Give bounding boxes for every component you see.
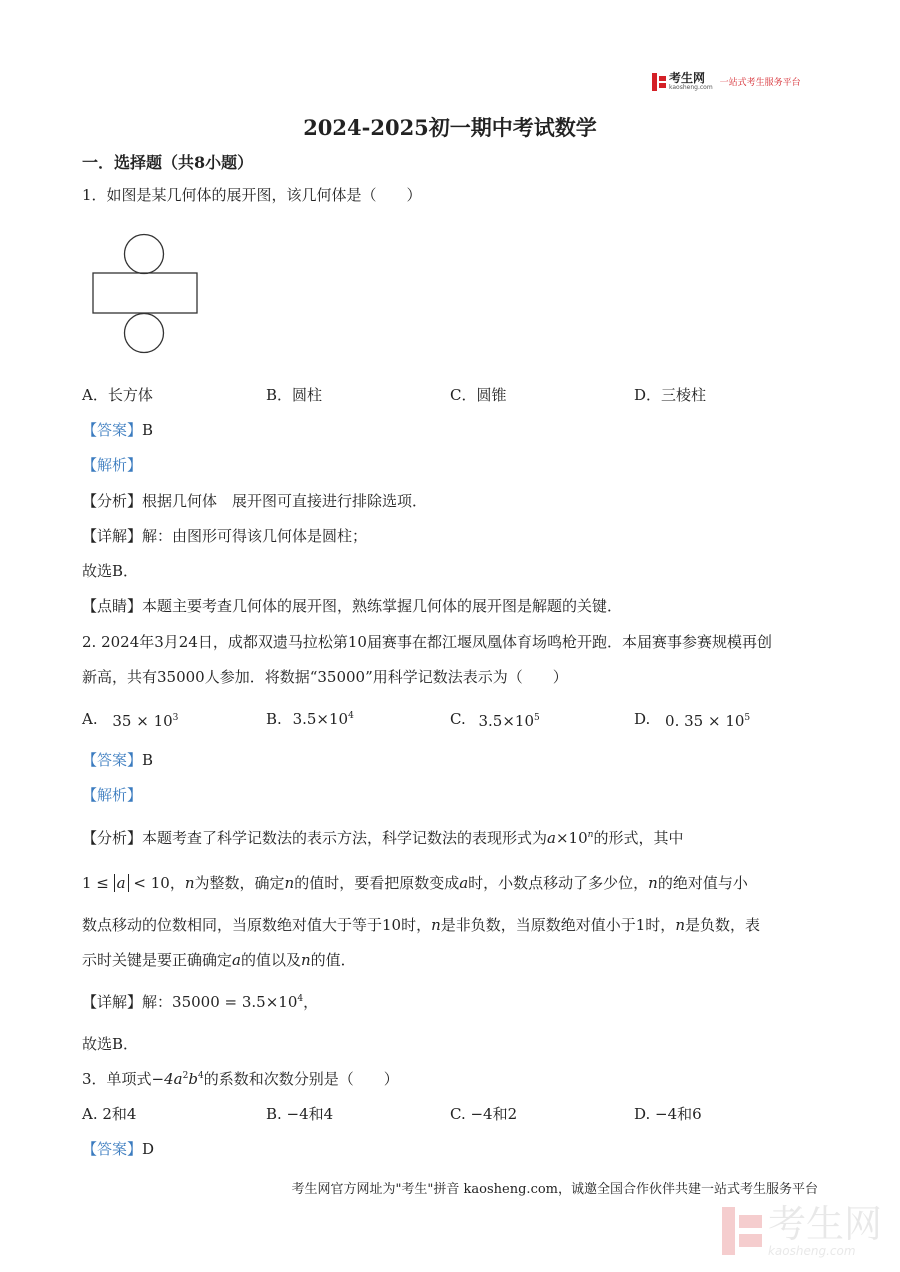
q3-stem (82, 1069, 399, 1089)
q1-stem: 1．如图是某几何体的展开图，该几何体是（ ） (82, 186, 422, 204)
xiangjie-formula (172, 993, 303, 1011)
formula-base: 3.5×10 (478, 712, 535, 730)
q1-fenxi (82, 491, 427, 511)
var-n: n (284, 874, 295, 892)
text: ， (169, 874, 185, 892)
watermark-name: 考生网 (767, 1202, 882, 1246)
var-n: n (675, 916, 685, 934)
watermark (722, 1204, 882, 1258)
page-title: 2024-2025初一期中考试数学 (303, 115, 597, 140)
q2-stem-line1: 2. 2024年3月24日，成都双遗马拉松第10届赛事在都江堰凤凰体育场鸣枪开跑．本届赛事参赛规模再创 (82, 633, 772, 651)
xiangjie-tag: 【详解】 (82, 527, 143, 545)
net-rectangle (93, 273, 197, 313)
text: 3．单项式 (82, 1070, 152, 1088)
q2-option-b (266, 709, 354, 729)
kaosheng-watermark-icon (722, 1207, 762, 1255)
var-n: n (648, 874, 658, 892)
q2-option-a (82, 709, 178, 729)
q2-xiangjie (82, 992, 318, 1012)
answer-tag: 【答案】 (82, 751, 143, 769)
option-formula (665, 712, 750, 730)
q2-fenxi-line1 (82, 828, 683, 848)
fenxi-text-end: 的形式，其中 (593, 829, 684, 847)
text: 时，小数点移动了多少位， (468, 874, 649, 892)
option-label: D. (634, 710, 651, 728)
q2-guxuan: 故选B． (82, 1035, 139, 1053)
formula-exp: 4 (297, 994, 304, 1004)
formula-exp: 4 (348, 711, 354, 721)
option-formula (293, 710, 354, 728)
formula-base: −4a (151, 1070, 183, 1088)
text: 的系数和次数分别是（ ） (203, 1070, 399, 1088)
formula-exp: 2 (182, 1071, 189, 1081)
var-n: n (587, 830, 594, 840)
net-bottom-circle (125, 314, 164, 353)
q2-analysis-tag: 【解析】 (82, 786, 143, 804)
answer-value: D (142, 1140, 155, 1158)
q3-option-a: A. 2和4 (82, 1105, 137, 1123)
section-heading: 一．选择题（共8小题） (82, 153, 254, 172)
option-formula (479, 712, 540, 730)
var-a: a (232, 951, 241, 969)
xiangjie-text: 解： (142, 993, 173, 1011)
header-logo (652, 72, 801, 91)
answer-value: B (142, 421, 154, 439)
text: 的值以及 (240, 951, 301, 969)
formula-base: 35 × 10 (112, 712, 173, 730)
formula-exp: 4 (197, 1071, 204, 1081)
q3-option-b: B. −4和4 (266, 1105, 334, 1123)
var-a: a (547, 829, 556, 847)
q1-option-b: B．圆柱 (266, 386, 323, 404)
q1-option-c: C．圆锥 (450, 386, 507, 404)
xiangjie-text: 解：由图形可得该几何体是圆柱； (142, 527, 368, 545)
logo-slogan: 一站式考生服务平台 (719, 78, 801, 88)
page-footer: 考生网官方网址为"考生"拼音 kaosheng.com，诚邀全国合作伙伴共建一站式考生服务平台 (291, 1182, 818, 1197)
var-a: a (116, 874, 126, 892)
q2-option-c (450, 709, 540, 729)
var-n: n (300, 951, 311, 969)
logo-text (669, 72, 713, 91)
q1-option-d: D．三棱柱 (634, 386, 707, 404)
q1-guxuan: 故选B． (82, 562, 139, 580)
option-label: A. (82, 710, 98, 728)
q2-fenxi-line2 (82, 873, 748, 893)
text: 的值时，要看把原数变成 (294, 874, 460, 892)
answer-tag: 【答案】 (82, 1140, 143, 1158)
text: 是非负数，当原数绝对值小于1时， (440, 916, 676, 934)
formula-exp: 5 (534, 713, 540, 723)
q3-option-c: C. −4和2 (450, 1105, 518, 1123)
text: 的值． (310, 951, 356, 969)
logo-domain: kaosheng.com (669, 84, 713, 91)
logo-name: 考生网 (669, 71, 706, 85)
var-n: n (184, 874, 195, 892)
monomial-formula (152, 1070, 204, 1088)
var-n: n (431, 916, 441, 934)
text: 数点移动的位数相同，当原数绝对值大于等于10时， (82, 916, 432, 934)
kaosheng-logo-icon (652, 73, 666, 91)
net-top-circle (125, 235, 164, 274)
text: ， (303, 993, 319, 1011)
var-a: a (459, 874, 469, 892)
q2-fenxi-line3 (82, 915, 760, 935)
watermark-text (768, 1204, 882, 1258)
q1-net-figure (88, 228, 204, 360)
formula-exp: 5 (744, 713, 751, 723)
fenxi-tag: 【分析】 (82, 829, 143, 847)
option-label: B. (266, 710, 282, 728)
text: 为整数，确定 (194, 874, 285, 892)
formula-exp: 3 (172, 713, 179, 723)
q1-analysis-tag: 【解析】 (82, 456, 143, 474)
dianjing-tag: 【点睛】 (82, 597, 143, 615)
ineq-right: < 10 (128, 874, 170, 892)
dianjing-text: 本题主要考查几何体的展开图，熟练掌握几何体的展开图是解题的关键． (142, 597, 623, 615)
answer-tag: 【答案】 (82, 421, 143, 439)
option-formula (112, 712, 178, 730)
fenxi-text: 本题考查了科学记数法的表示方法，科学记数法的表现形式为 (142, 829, 548, 847)
q1-dianjing (82, 596, 622, 616)
formula-mid: ×10 (555, 829, 588, 847)
q2-fenxi-line4 (82, 950, 356, 970)
q1-answer (82, 420, 153, 440)
var-b: b (188, 1070, 198, 1088)
formula-base: 35000 = 3.5×10 (172, 993, 298, 1011)
fenxi-text: 根据几何体 展开图可直接进行排除选项． (142, 492, 428, 510)
formula-base: 0. 35 × 10 (665, 712, 745, 730)
q2-stem-line2: 新高，共有35000人参加．将数据“35000”用科学记数法表示为（ ） (82, 668, 568, 686)
q2-option-d (634, 709, 750, 729)
answer-value: B (142, 751, 154, 769)
ineq-left: 1 ≤ (82, 874, 114, 892)
xiangjie-tag: 【详解】 (82, 993, 143, 1011)
q3-answer (82, 1139, 154, 1159)
text: 是负数，表 (684, 916, 760, 934)
watermark-domain: kaosheng.com (767, 1244, 856, 1258)
fenxi-tag: 【分析】 (82, 492, 143, 510)
q3-option-d: D. −4和6 (634, 1105, 702, 1123)
formula-base: 3.5×10 (292, 710, 349, 728)
q1-option-a: A．长方体 (82, 386, 153, 404)
abs-value (114, 874, 129, 892)
text: 的绝对值与小 (657, 874, 748, 892)
text: 示时关键是要正确确定 (82, 951, 233, 969)
option-label: C. (450, 710, 466, 728)
q2-answer (82, 750, 153, 770)
fenxi-formula (547, 829, 593, 847)
q1-xiangjie (82, 526, 367, 546)
